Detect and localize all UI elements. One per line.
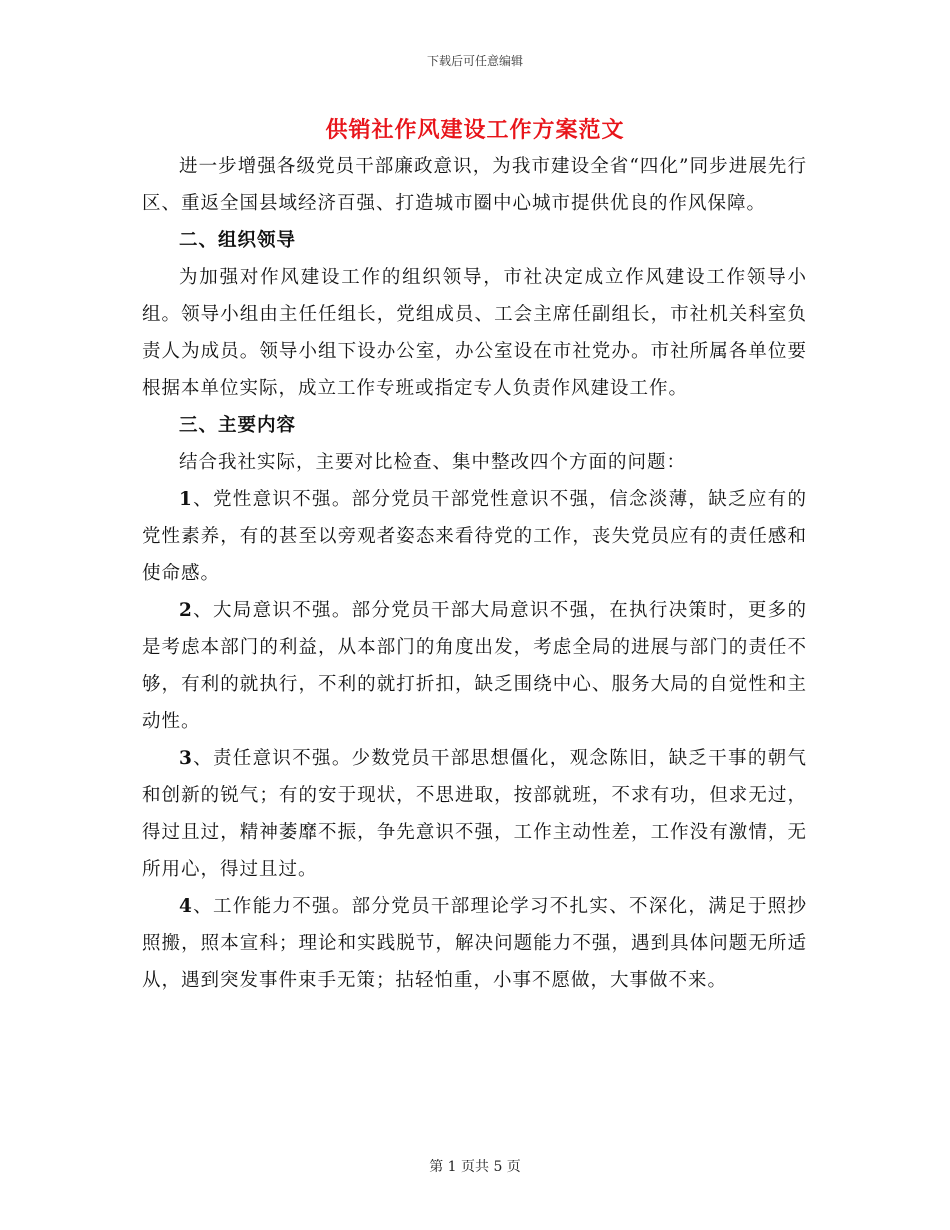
issue-item-3-number: 3: [179, 748, 193, 769]
issue-item-2: [142, 592, 807, 740]
main-content-intro: 结合我社实际，主要对比检查、集中整改四个方面的问题：: [179, 452, 687, 473]
page-header-note: 下载后可任意编辑: [426, 54, 523, 68]
issue-item-1-number: 1: [179, 489, 193, 510]
section-heading-main-content: 三、主要内容: [179, 415, 297, 436]
issue-item-1: [142, 481, 807, 592]
issue-item-2-text: 、大局意识不强。部分党员干部大局意识不强，在执行决策时，更多的是考虑本部门的利益，从本部门的角度出发，考虑全局的进展与部门的责任不够，有利的就执行，不利的就打折扣，缺乏围绕中心、服务大局的自觉性和主动性。: [142, 600, 807, 732]
organization-paragraph: 为加强对作风建设工作的组织领导，市社决定成立作风建设工作领导小组。领导小组由主任任组长，党组成员、工会主席任副组长，市社机关科室负责人为成员。领导小组下设办公室，办公室设在市社党办。市社所属各单位要根据本单位实际，成立工作专班或指定专人负责作风建设工作。: [142, 267, 807, 399]
section-heading-organization: 二、组织领导: [179, 230, 297, 251]
issue-item-4: [142, 888, 807, 999]
issue-item-4-number: 4: [179, 896, 193, 917]
issue-item-3: [142, 740, 807, 888]
document-title: 供销社作风建设工作方案范文: [325, 117, 625, 143]
issue-item-3-text: 、责任意识不强。少数党员干部思想僵化，观念陈旧，缺乏干事的朝气和创新的锐气；有的安于现状，不思进取，按部就班，不求有功，但求无过，得过且过，精神萎靡不振，争先意识不强，工作主动性差，工作没有激情，无所用心，得过且过。: [142, 748, 807, 880]
issue-item-4-text: 、工作能力不强。部分党员干部理论学习不扎实、不深化，满足于照抄照搬，照本宣科；理论和实践脱节，解决问题能力不强，遇到具体问题无所适从，遇到突发事件束手无策；拈轻怕重，小事不愿做，大事做不来。: [142, 896, 807, 991]
page-number-footer: 第 1 页共 5 页: [429, 1159, 521, 1175]
issue-item-1-text: 、党性意识不强。部分党员干部党性意识不强，信念淡薄，缺乏应有的党性素养，有的甚至以旁观者姿态来看待党的工作，丧失党员应有的责任感和使命感。: [142, 489, 807, 584]
document-body: [142, 148, 807, 999]
intro-paragraph: 进一步增强各级党员干部廉政意识，为我市建设全省“四化”同步进展先行区、重返全国县域经济百强、打造城市圈中心城市提供优良的作风保障。: [142, 156, 807, 214]
issue-item-2-number: 2: [179, 600, 193, 621]
